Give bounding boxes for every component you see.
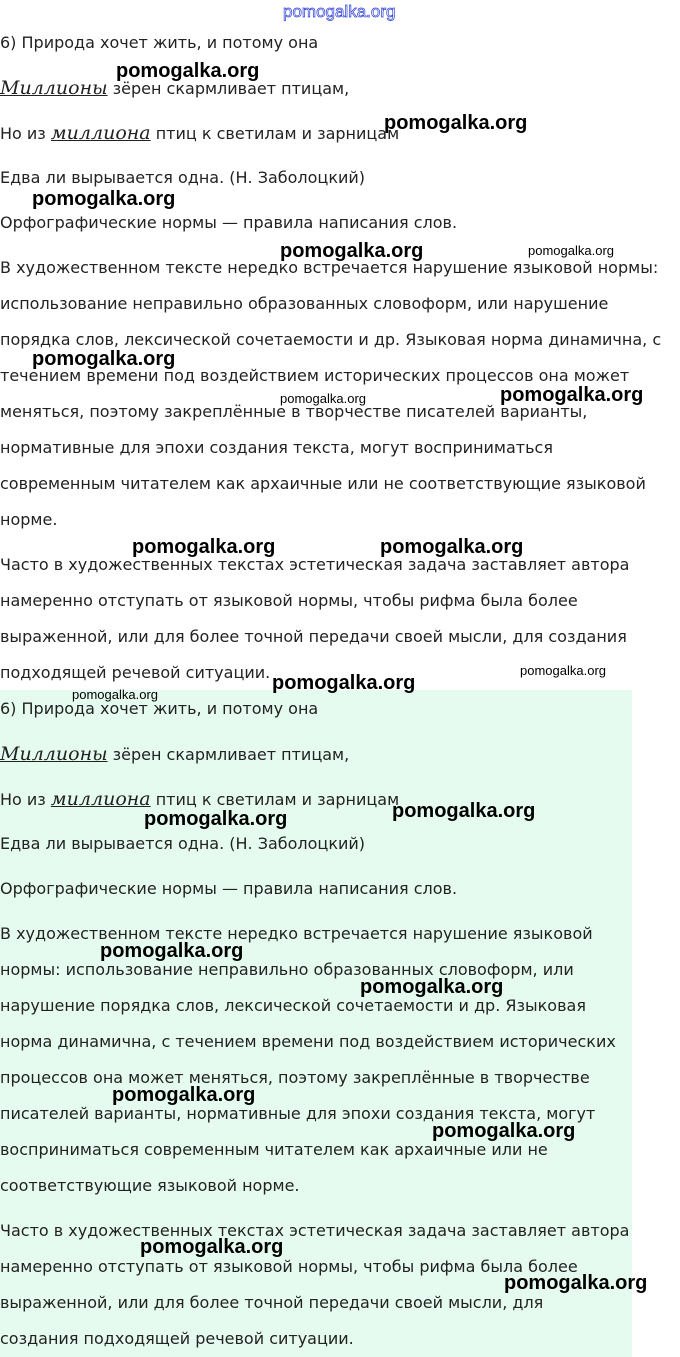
rule-definition: Орфографические нормы — правила написания слов. [0, 213, 458, 232]
watermark: pomogalka.org [32, 188, 176, 210]
watermark: pomogalka.org [272, 672, 416, 694]
watermark: pomogalka.org [380, 536, 524, 558]
poem-line-text: птиц к светилам и зарницам [150, 790, 400, 809]
paragraph-line: выраженной, или для более точной передачи своей мысли, для создания [0, 627, 627, 646]
paragraph-line: восприниматься современным читателем как архаичные или не [0, 1140, 548, 1159]
paragraph-line: Часто в художественных текстах эстетическая задача заставляет автора [0, 1221, 630, 1240]
watermark: pomogalka.org [280, 391, 366, 406]
poem-line-text: Но из [0, 790, 51, 809]
poem-line-text: птиц к светилам и зарницам [150, 124, 400, 143]
paragraph-line: В художественном тексте нередко встречается нарушение языковой нормы: [0, 258, 659, 277]
paragraph-line: В художественном тексте нередко встречается нарушение языковой [0, 924, 593, 943]
paragraph-line: нарушение порядка слов, лексической сочетаемости и др. Языковая [0, 996, 586, 1015]
watermark: pomogalka.org [360, 976, 504, 998]
paragraph-line: создания подходящей речевой ситуации. [0, 1329, 354, 1348]
watermark: pomogalka.org [392, 800, 536, 822]
watermark: pomogalka.org [112, 1084, 256, 1106]
paragraph-line: нормативные для эпохи создания текста, могут восприниматься [0, 438, 553, 457]
watermark: pomogalka.org [100, 940, 244, 962]
poem-highlight-word: миллиона [50, 788, 151, 810]
poem-highlight-word: Миллионы [0, 77, 108, 99]
poem-line-text: зёрен скармливает птицам, [107, 79, 350, 98]
watermark: pomogalka.org [132, 536, 276, 558]
paragraph-line: намеренно отступать от языковой нормы, чтобы рифма была более [0, 591, 578, 610]
watermark: pomogalka.org [384, 112, 528, 134]
watermark: pomogalka.org [144, 808, 288, 830]
paragraph-line: меняться, поэтому закреплённые в творчестве писателей варианты, [0, 402, 588, 421]
poem-line-4: Едва ли вырывается одна. (Н. Заболоцкий) [0, 168, 366, 187]
poem-line-1: 6) Природа хочет жить, и потому она [0, 33, 319, 52]
poem-highlight-word: Миллионы [0, 743, 108, 765]
paragraph-line: процессов она может меняться, поэтому закреплённые в творчестве [0, 1068, 590, 1087]
paragraph-line: выраженной, или для более точной передачи своей мысли, для [0, 1293, 544, 1312]
paragraph-line: нормы: использование неправильно образованных словоформ, или [0, 960, 574, 979]
poem-line-1: 6) Природа хочет жить, и потому она [0, 699, 319, 718]
poem-line-text: Но из [0, 124, 51, 143]
paragraph-line: течением времени под воздействием исторических процессов она может [0, 366, 630, 385]
poem-line-3 [0, 123, 399, 144]
watermark: pomogalka.org [528, 243, 614, 258]
poem-highlight-word: миллиона [50, 122, 151, 144]
watermark: pomogalka.org [432, 1120, 576, 1142]
watermark: pomogalka.org [140, 1236, 284, 1258]
watermark: pomogalka.org [116, 60, 260, 82]
site-header-logo[interactable]: pomogalka.org [283, 2, 396, 21]
paragraph-line: соответствующие языковой норме. [0, 1176, 300, 1195]
paragraph-line: Часто в художественных текстах эстетическая задача заставляет автора [0, 555, 630, 574]
poem-line-2 [0, 744, 349, 765]
poem-line-4: Едва ли вырывается одна. (Н. Заболоцкий) [0, 834, 366, 853]
paragraph-line: современным читателем как архаичные или не соответствующие языковой [0, 474, 646, 493]
rule-definition: Орфографические нормы — правила написания слов. [0, 879, 458, 898]
paragraph-line: писателей варианты, нормативные для эпохи создания текста, могут [0, 1104, 596, 1123]
watermark: pomogalka.org [72, 687, 158, 702]
paragraph-line: норме. [0, 510, 58, 529]
poem-line-text: зёрен скармливает птицам, [107, 745, 350, 764]
watermark: pomogalka.org [32, 348, 176, 370]
watermark: pomogalka.org [280, 240, 424, 262]
paragraph-line: порядка слов, лексической сочетаемости и др. Языковая норма динамична, с [0, 330, 662, 349]
paragraph-line: подходящей речевой ситуации. [0, 663, 271, 682]
paragraph-line: норма динамична, с течением времени под воздействием исторических [0, 1032, 616, 1051]
watermark: pomogalka.org [504, 1272, 648, 1294]
paragraph-line: намеренно отступать от языковой нормы, чтобы рифма была более [0, 1257, 578, 1276]
watermark: pomogalka.org [520, 663, 606, 678]
watermark: pomogalka.org [500, 384, 644, 406]
paragraph-line: использование неправильно образованных словоформ, или нарушение [0, 294, 609, 313]
